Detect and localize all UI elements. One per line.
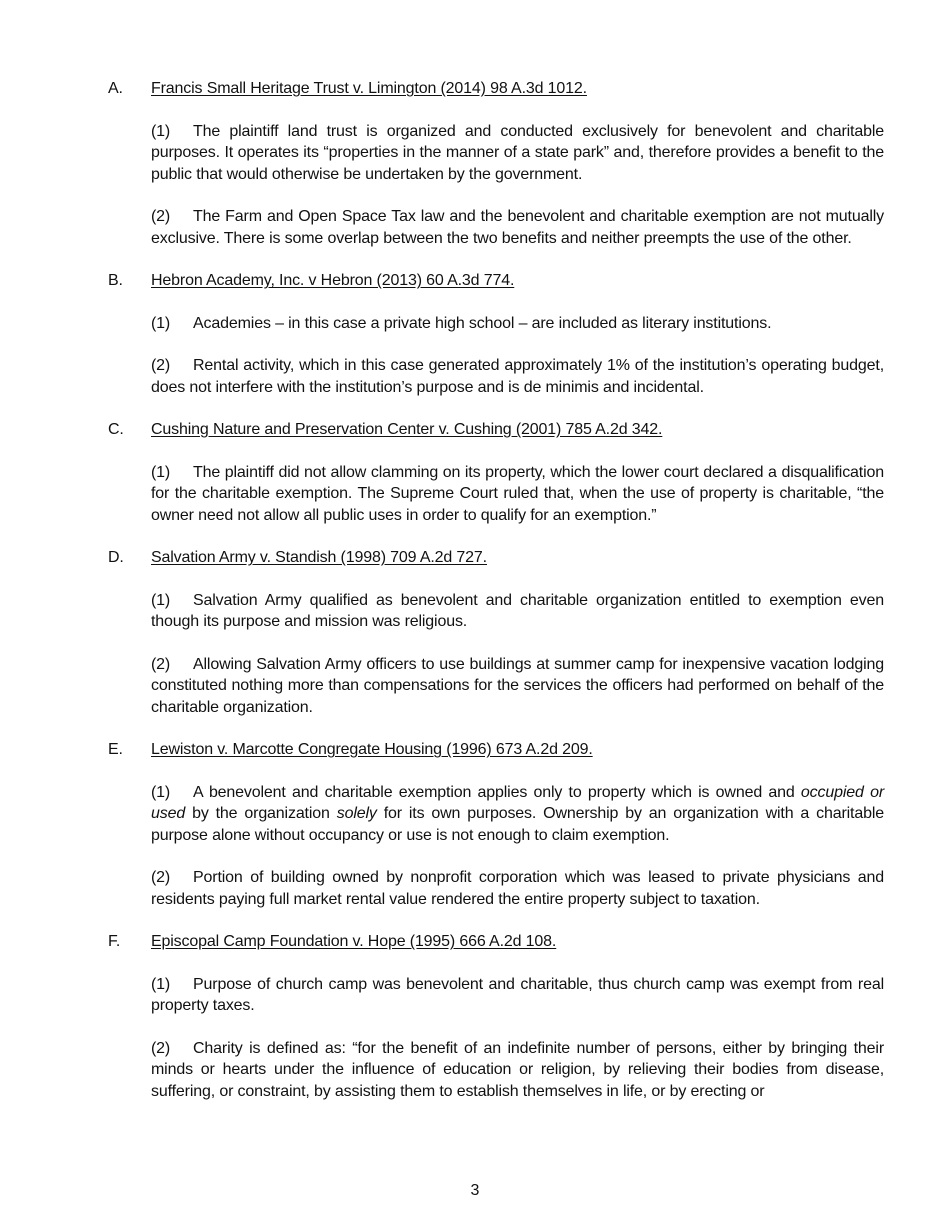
case-paragraph xyxy=(151,1038,884,1103)
case-paragraph xyxy=(151,974,884,1017)
paragraph-text: The Farm and Open Space Tax law and the benevolent and charitable exemption are not mutually exclusive. There is some overlap between the two benefits and neither preempts the use of the other. xyxy=(151,208,884,247)
case-paragraph xyxy=(151,462,884,527)
case-letter: E. xyxy=(108,741,123,758)
case-b xyxy=(108,270,884,398)
case-a xyxy=(108,78,884,249)
case-title: Hebron Academy, Inc. v Hebron (2013) 60 A.3d 774. xyxy=(151,272,515,289)
case-heading xyxy=(108,739,884,761)
paragraph-number: (1) xyxy=(151,591,171,609)
paragraph-number: (1) xyxy=(151,783,171,801)
case-title: Lewiston v. Marcotte Congregate Housing (1996) 673 A.2d 209. xyxy=(151,741,593,758)
paragraph-text-end: for its own purposes. Ownership by an organization with a charitable purpose alone without occupancy or use is not enough to claim exemption. xyxy=(151,805,884,844)
case-f xyxy=(108,931,884,1102)
case-letter: D. xyxy=(108,549,124,566)
case-heading xyxy=(108,78,884,100)
case-d xyxy=(108,547,884,718)
case-paragraph xyxy=(151,206,884,249)
case-title: Cushing Nature and Preservation Center v. Cushing (2001) 785 A.2d 342. xyxy=(151,421,663,438)
paragraph-text: Academies – in this case a private high school – are included as literary institutions. xyxy=(193,314,772,332)
paragraph-number: (1) xyxy=(151,314,171,332)
paragraph-number: (2) xyxy=(151,357,171,374)
paragraph-text: The plaintiff did not allow clamming on its property, which the lower court declared a disqualification for the charitable exemption. The Supreme Court ruled that, when the use of property is charitable, “the owner need not allow all public uses in order to qualify for an exemption.” xyxy=(151,463,884,524)
paragraph-text: Rental activity, which in this case generated approximately 1% of the institution’s operating budget, does not interfere with the institution’s purpose and is de minimis and incidental. xyxy=(151,357,884,396)
paragraph-text-middle: by the organization xyxy=(185,805,337,822)
case-paragraph xyxy=(151,355,884,398)
case-list xyxy=(108,78,884,1123)
case-letter: B. xyxy=(108,272,123,289)
case-letter: C. xyxy=(108,421,124,438)
paragraph-number: (2) xyxy=(151,655,171,673)
case-heading xyxy=(108,931,884,953)
case-letter: F. xyxy=(108,933,121,950)
case-paragraph xyxy=(151,782,884,847)
paragraph-text: The plaintiff land trust is organized and conducted exclusively for benevolent and charitable purposes. It operates its “properties in the manner of a state park” and, therefore provides a benefit to the public that would otherwise be undertaken by the government. xyxy=(151,122,884,183)
paragraph-number: (2) xyxy=(151,208,171,225)
case-paragraph xyxy=(151,590,884,633)
case-paragraph xyxy=(151,867,884,910)
case-paragraph xyxy=(151,313,884,335)
paragraph-emphasis: solely xyxy=(336,805,377,822)
paragraph-text: Portion of building owned by nonprofit corporation which was leased to private physicians and residents paying full market rental value rendered the entire property subject to taxation. xyxy=(151,869,884,908)
case-heading xyxy=(108,547,884,569)
case-heading xyxy=(108,419,884,441)
paragraph-number: (1) xyxy=(151,122,171,140)
paragraph-text: Charity is defined as: “for the benefit of an indefinite number of persons, either by bringing their minds or hearts under the influence of education or religion, by relieving their bodies from disease, suffering, or constraint, by assisting them to establish themselves in life, or by erecting or xyxy=(151,1039,884,1100)
paragraph-text-start: A benevolent and charitable exemption applies only to property which is owned and xyxy=(193,783,801,801)
case-paragraph xyxy=(151,654,884,719)
case-title: Francis Small Heritage Trust v. Limington (2014) 98 A.3d 1012. xyxy=(151,80,587,97)
case-paragraph xyxy=(151,121,884,186)
paragraph-text: Purpose of church camp was benevolent and charitable, thus church camp was exempt from real property taxes. xyxy=(151,975,884,1014)
paragraph-number: (2) xyxy=(151,869,171,886)
case-letter: A. xyxy=(108,80,123,97)
paragraph-text: Allowing Salvation Army officers to use buildings at summer camp for inexpensive vacation lodging constituted nothing more than compensations for the services the officers had performed on behalf of the charitable organization. xyxy=(151,655,884,716)
paragraph-number: (1) xyxy=(151,463,171,481)
case-title: Episcopal Camp Foundation v. Hope (1995) 666 A.2d 108. xyxy=(151,933,557,950)
paragraph-number: (2) xyxy=(151,1039,171,1057)
case-title: Salvation Army v. Standish (1998) 709 A.2d 727. xyxy=(151,549,487,566)
case-heading xyxy=(108,270,884,292)
paragraph-number: (1) xyxy=(151,975,171,993)
paragraph-emphasis: occupied or used xyxy=(151,783,884,822)
page-number: 3 xyxy=(470,1182,480,1199)
paragraph-text: Salvation Army qualified as benevolent and charitable organization entitled to exemption even though its purpose and mission was religious. xyxy=(151,591,884,630)
case-c xyxy=(108,419,884,526)
case-e xyxy=(108,739,884,910)
